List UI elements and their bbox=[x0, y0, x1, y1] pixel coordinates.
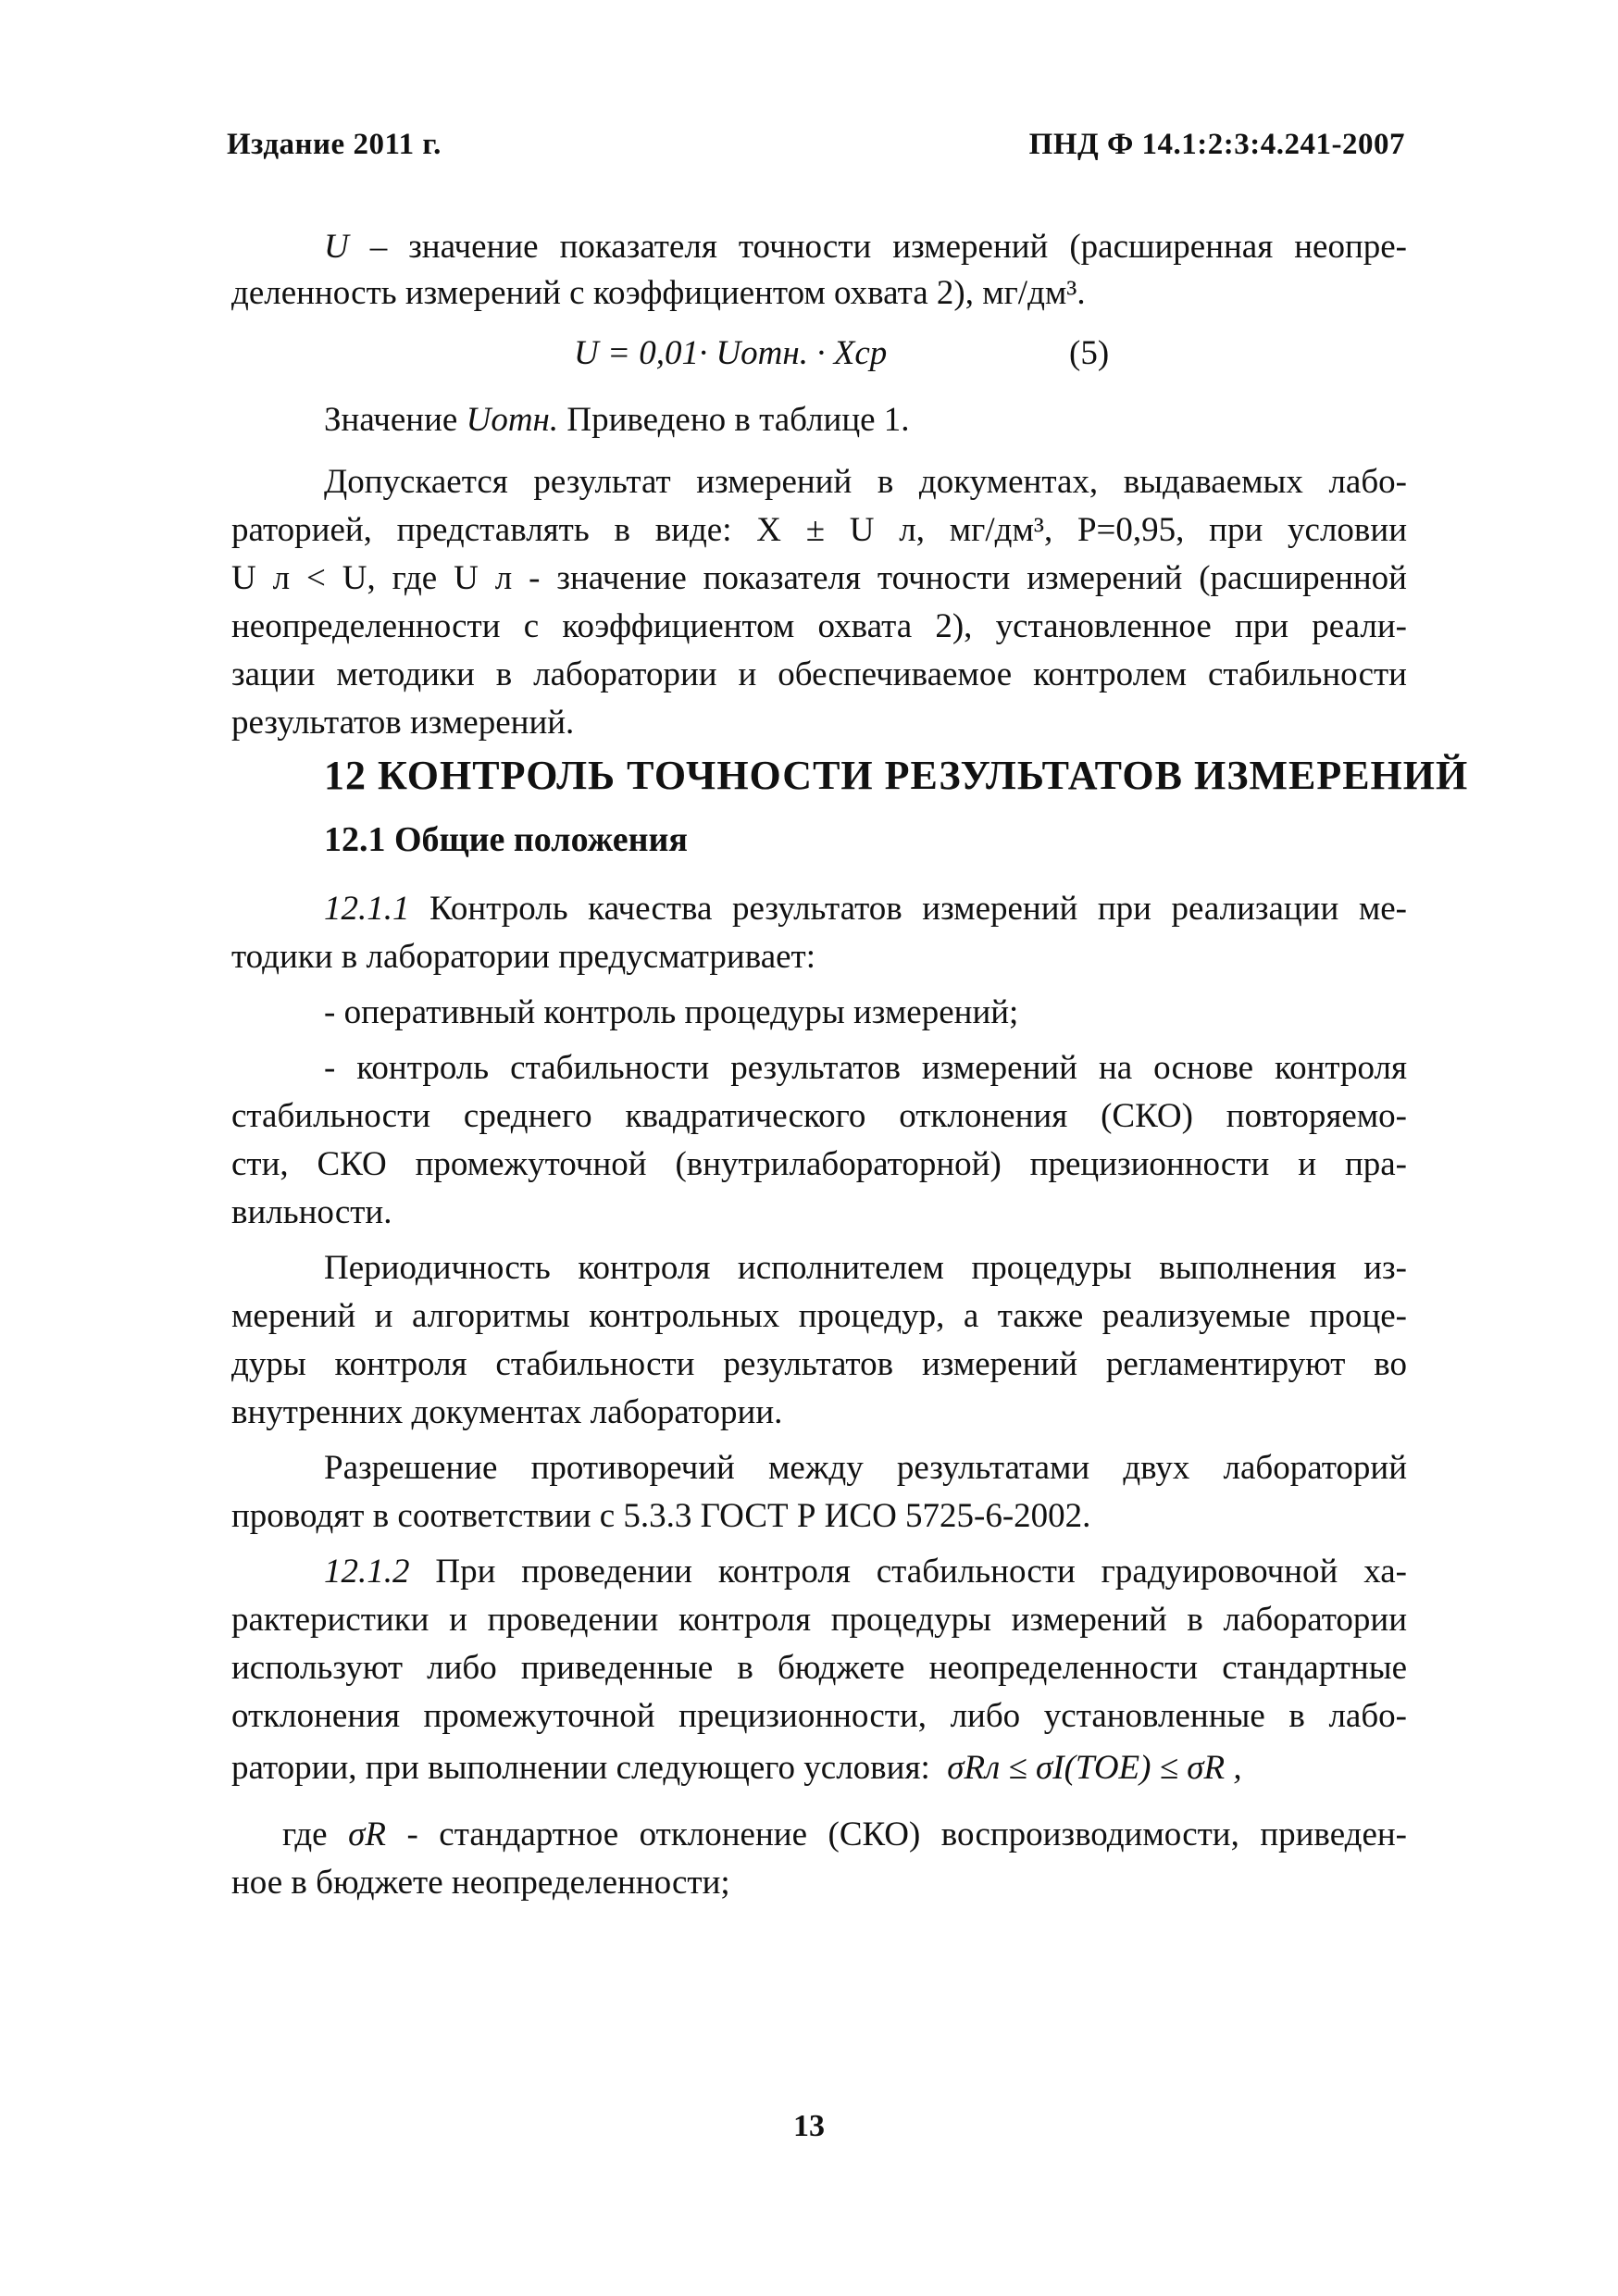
bullet-stability-line-1: - контроль стабильности результатов измерений на основе контроля bbox=[324, 1049, 1407, 1087]
allowed-line-5: зации методики в лаборатории и обеспечиваемое контролем стабильности bbox=[231, 655, 1407, 693]
formula-5-number: (5) bbox=[1069, 334, 1110, 372]
clause-12-1-2-number: 12.1.2 bbox=[324, 1553, 410, 1591]
edition-header: Издание 2011 г. bbox=[227, 128, 442, 161]
sigma-r-symbol: σR bbox=[348, 1816, 386, 1853]
clause-12-1-1-number: 12.1.1 bbox=[324, 890, 410, 928]
page-number: 13 bbox=[793, 2109, 825, 2143]
standard-code-header: ПНД Ф 14.1:2:3:4.241-2007 bbox=[1028, 128, 1405, 161]
p1212-line-5: ратории, при выполнении следующего условия: σRл ≤ σI(TOE) ≤ σR , bbox=[231, 1749, 1242, 1787]
paragraph-u-line-1: U – значение показателя точности измерений (расширенная неопре- bbox=[324, 228, 1407, 266]
resolution-line-2: проводят в соответствии с 5.3.3 ГОСТ Р ИСО 5725-6-2002. bbox=[231, 1497, 1091, 1535]
allowed-line-2: раторией, представлять в виде: X ± U л, мг/дм³, Р=0,95, при условии bbox=[231, 511, 1407, 549]
bullet-stability-line-2: стабильности среднего квадратического отклонения (СКО) повторяемо- bbox=[231, 1097, 1407, 1135]
u-value-note: Значение Uотн. Приведено в таблице 1. bbox=[324, 401, 910, 439]
p1212-line-3: используют либо приведенные в бюджете неопределенности стандартные bbox=[231, 1649, 1407, 1687]
resolution-line-1: Разрешение противоречий между результатами двух лабораторий bbox=[324, 1449, 1407, 1487]
periodicity-line-1: Периодичность контроля исполнителем процедуры выполнения из- bbox=[324, 1249, 1407, 1287]
periodicity-line-3: дуры контроля стабильности результатов измерений регламентируют во bbox=[231, 1345, 1407, 1383]
allowed-line-4: неопределенности с коэффициентом охвата 2), установленное при реали- bbox=[231, 607, 1407, 645]
p1212-line-2: рактеристики и проведении контроля процедуры измерений в лаборатории bbox=[231, 1601, 1407, 1639]
bullet-stability-line-3: сти, СКО промежуточной (внутрилабораторной) прецизионности и пра- bbox=[231, 1145, 1407, 1183]
bullet-operative-control: - оперативный контроль процедуры измерений; bbox=[324, 993, 1019, 1031]
section-12-1-title: 12.1 Общие положения bbox=[324, 820, 688, 859]
paragraph-u-line-2: деленность измерений с коэффициентом охвата 2), мг/дм³. bbox=[231, 274, 1086, 312]
u-otn-symbol: Uотн. bbox=[466, 401, 559, 439]
allowed-line-6: результатов измерений. bbox=[231, 704, 575, 742]
periodicity-line-4: внутренних документах лаборатории. bbox=[231, 1393, 783, 1431]
bullet-stability-line-4: вильности. bbox=[231, 1193, 392, 1231]
p1212-line-4: отклонения промежуточной прецизионности, либо установленные в лабо- bbox=[231, 1697, 1407, 1735]
where-sigma-r-line-1: где σR - стандартное отклонение (СКО) воспроизводимости, приведен- bbox=[282, 1816, 1407, 1853]
u-symbol: U bbox=[324, 228, 349, 266]
sigma-condition: σRл ≤ σI(TOE) ≤ σR , bbox=[947, 1749, 1242, 1787]
p1211-line-1: 12.1.1 Контроль качества результатов измерений при реализации ме- bbox=[324, 890, 1407, 928]
formula-5-expression: U = 0,01· Uотн. · Xср bbox=[574, 334, 888, 372]
section-12-title: 12 КОНТРОЛЬ ТОЧНОСТИ РЕЗУЛЬТАТОВ ИЗМЕРЕНИЙ bbox=[324, 753, 1469, 798]
periodicity-line-2: мерений и алгоритмы контрольных процедур, а также реализуемые проце- bbox=[231, 1297, 1407, 1335]
p1211-line-2: тодики в лаборатории предусматривает: bbox=[231, 938, 816, 976]
p1212-line-1: 12.1.2 При проведении контроля стабильности градуировочной ха- bbox=[324, 1553, 1407, 1591]
where-sigma-r-line-2: ное в бюджете неопределенности; bbox=[231, 1864, 730, 1902]
allowed-line-3: U л < U, где U л - значение показателя точности измерений (расширенной bbox=[231, 559, 1407, 597]
allowed-line-1: Допускается результат измерений в документах, выдаваемых лабо- bbox=[324, 463, 1407, 501]
